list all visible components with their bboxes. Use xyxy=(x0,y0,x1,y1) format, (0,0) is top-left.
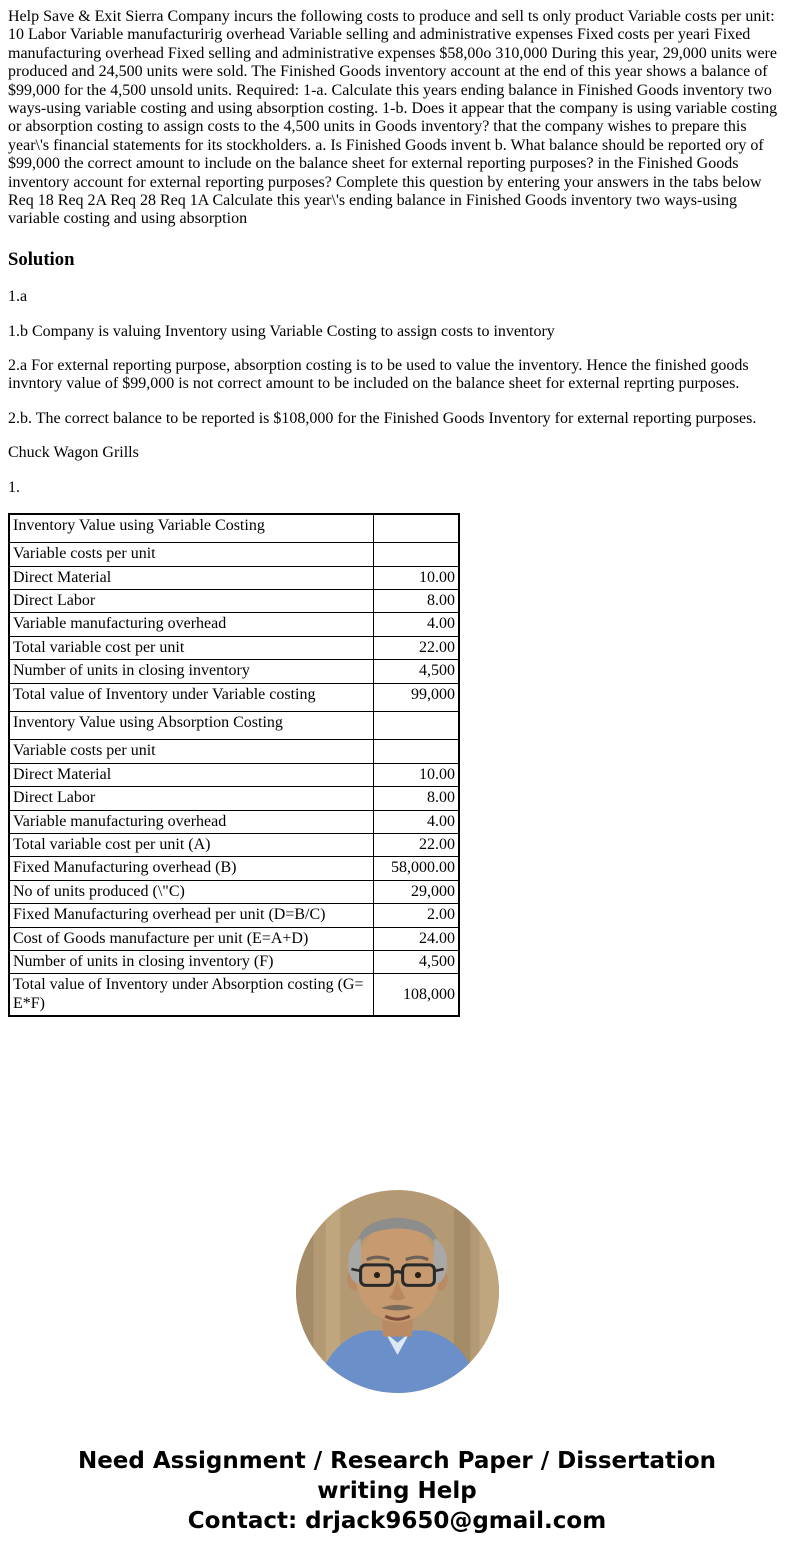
row-value xyxy=(373,543,459,566)
row-label: Fixed Manufacturing overhead per unit (D=B/C) xyxy=(9,904,373,927)
tutor-photo xyxy=(295,1189,500,1394)
row-value: 29,000 xyxy=(373,880,459,903)
table-row xyxy=(9,613,459,636)
row-label: Direct Material xyxy=(9,763,373,786)
table-row xyxy=(9,880,459,903)
row-value: 99,000 xyxy=(373,683,459,711)
table-row xyxy=(9,740,459,763)
table-row xyxy=(9,712,459,740)
table-row xyxy=(9,787,459,810)
row-label: Number of units in closing inventory (F) xyxy=(9,950,373,973)
footer-help-text: Need Assignment / Research Paper / Dissertation writing Help xyxy=(77,1447,717,1504)
table-row xyxy=(9,974,459,1016)
table-row xyxy=(9,904,459,927)
row-value: 10.00 xyxy=(373,763,459,786)
footer-ad xyxy=(47,1446,747,1536)
row-value xyxy=(373,712,459,740)
row-value: 4,500 xyxy=(373,950,459,973)
table-row xyxy=(9,636,459,659)
row-value: 8.00 xyxy=(373,787,459,810)
table-row xyxy=(9,514,459,543)
table-row xyxy=(9,683,459,711)
row-label: Total variable cost per unit xyxy=(9,636,373,659)
answer-1a: 1.a xyxy=(8,288,28,306)
row-label: Number of units in closing inventory xyxy=(9,660,373,683)
row-label: No of units produced (\"C) xyxy=(9,880,373,903)
row-label: Total variable cost per unit (A) xyxy=(9,834,373,857)
row-label: Inventory Value using Variable Costing xyxy=(9,514,373,543)
row-value: 22.00 xyxy=(373,834,459,857)
answer-1b: 1.b Company is valuing Inventory using Variable Costing to assign costs to inventory xyxy=(8,322,555,340)
table-row xyxy=(9,566,459,589)
row-label: Total value of Inventory under Absorption costing (G= E*F) xyxy=(9,974,373,1016)
row-value: 8.00 xyxy=(373,590,459,613)
row-value: 58,000.00 xyxy=(373,857,459,880)
row-label: Variable costs per unit xyxy=(9,740,373,763)
inventory-valuation-table xyxy=(8,513,460,1017)
table-row xyxy=(9,810,459,833)
row-label: Direct Labor xyxy=(9,787,373,810)
row-value: 10.00 xyxy=(373,566,459,589)
row-value: 4.00 xyxy=(373,810,459,833)
row-label: Cost of Goods manufacture per unit (E=A+D) xyxy=(9,927,373,950)
row-value xyxy=(373,514,459,543)
table-row xyxy=(9,950,459,973)
row-label: Variable manufacturing overhead xyxy=(9,613,373,636)
row-value: 2.00 xyxy=(373,904,459,927)
avatar-section xyxy=(8,1189,786,1399)
company-name: Chuck Wagon Grills xyxy=(8,444,139,462)
row-value: 4.00 xyxy=(373,613,459,636)
row-label: Variable manufacturing overhead xyxy=(9,810,373,833)
row-value: 24.00 xyxy=(373,927,459,950)
footer-contact-email: Contact: drjack9650@gmail.com xyxy=(187,1507,607,1534)
solution-heading: Solution xyxy=(8,248,75,270)
answer-2b: 2.b. The correct balance to be reported is $108,000 for the Finished Goods Inventory for external reporting purposes. xyxy=(8,409,757,427)
table-row xyxy=(9,763,459,786)
table-row xyxy=(9,660,459,683)
item-number: 1. xyxy=(8,478,20,496)
table-row xyxy=(9,927,459,950)
row-label: Direct Labor xyxy=(9,590,373,613)
table-row xyxy=(9,834,459,857)
question-text: Help Save & Exit Sierra Company incurs the following costs to produce and sell ts only product Variable costs per unit: 10 Labor Variable manufacturirig overhead Variable selling and administrative expenses Fixed costs per yeari Fixed manufacturing overhead Fixed selling and administrative expenses $58,00o 310,000 During this year, 29,000 units were produced and 24,500 units were sold. The Finished Goods inventory account at the end of this year shows a balance of $99,000 for the 4,500 unsold units. Required: 1-a. Calculate this years ending balance in Finished Goods inventory two ways-using variable costing and using absorption costing. 1-b. Does it appear that the company is using variable costing or absorption costing to assign costs to the 4,500 units in Goods inventory? that the company wishes to prepare this year\'s financial statements for its stockholders. a. Is Finished Goods invent b. What balance should be reported ory of $99,000 the correct amount to include on the balance sheet for external reporting purposes? in the Finished Goods inventory account for external reporting purposes? Complete this question by entering your answers in the tabs below Req 18 Req 2A Req 28 Req 1A Calculate this year\'s ending balance in Finished Goods inventory two ways-using variable costing and using absorption xyxy=(8,8,778,228)
table-row xyxy=(9,543,459,566)
answer-2a: 2.a For external reporting purpose, absorption costing is to be used to value the inventory. Hence the finished goods invntory value of $99,000 is not correct amount to be included on the balance sheet for external reprting purposes. xyxy=(8,356,749,393)
row-label: Total value of Inventory under Variable costing xyxy=(9,683,373,711)
row-label: Fixed Manufacturing overhead (B) xyxy=(9,857,373,880)
row-value: 4,500 xyxy=(373,660,459,683)
row-label: Variable costs per unit xyxy=(9,543,373,566)
row-value: 108,000 xyxy=(373,974,459,1016)
row-label: Inventory Value using Absorption Costing xyxy=(9,712,373,740)
table-row xyxy=(9,857,459,880)
row-value: 22.00 xyxy=(373,636,459,659)
row-value xyxy=(373,740,459,763)
row-label: Direct Material xyxy=(9,566,373,589)
table-row xyxy=(9,590,459,613)
